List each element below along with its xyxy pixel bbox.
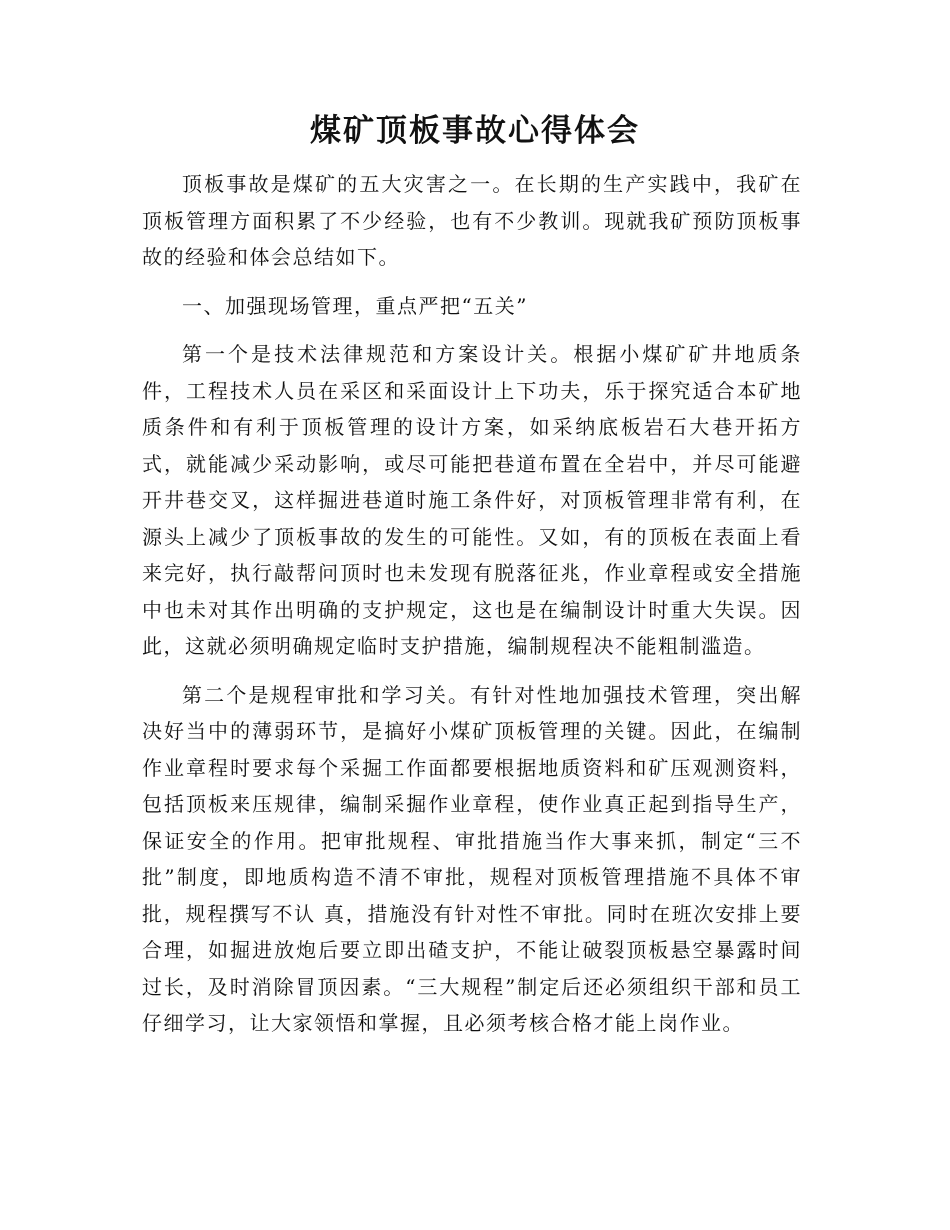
paragraph-first-gate: 第一个是技术法律规范和方案设计关。根据小煤矿矿井地质条件，工程技术人员在采区和采面设计上下功夫，乐于探究适合本矿地质条件和有利于顶板管理的设计方案，如采纳底板岩石大巷开拓方式，就能减少采动影响，或尽可能把巷道布置在全岩中，并尽可能避开井巷交叉，这样掘进巷道时施工条件好，对顶板管理非常有利，在源头上减少了顶板事故的发生的可能性。又如，有的顶板在表面上看来完好，执行敲帮问顶时也未发现有脱落征兆，作业章程或安全措施中也未对其作出明确的支护规定，这也是在编制设计时重大失误。因此，这就必须明确规定临时支护措施，编制规程决不能粗制滥造。 [142,342,802,658]
section-heading: 一、加强现场管理，重点严把“五关” [182,293,528,318]
document-title: 煤矿顶板事故心得体会 [310,113,640,149]
paragraph-intro: 顶板事故是煤矿的五大灾害之一。在长期的生产实践中，我矿在顶板管理方面积累了不少经验，也有不少教训。现就我矿预防顶板事故的经验和体会总结如下。 [142,172,802,269]
document-body [142,166,802,1042]
paragraph-second-gate: 第二个是规程审批和学习关。有针对性地加强技术管理，突出解决好当中的薄弱环节，是搞好小煤矿顶板管理的关键。因此，在编制作业章程时要求每个采掘工作面都要根据地质资料和矿压观测资料，包括顶板来压规律，编制采掘作业章程，使作业真正起到指导生产，保证安全的作用。把审批规程、审批措施当作大事来抓，制定“三不批”制度，即地质构造不清不审批，规程对顶板管理措施不具体不审批，规程撰写不认 真，措施没有针对性不审批。同时在班次安排上要合理，如掘进放炮后要立即出碴支护，不能让破裂顶板悬空暴露时间过长，及时消除冒顶因素。“三大规程”制定后还必须组织干部和员工仔细学习，让大家领悟和掌握，且必须考核合格才能上岗作业。 [142,682,802,1035]
